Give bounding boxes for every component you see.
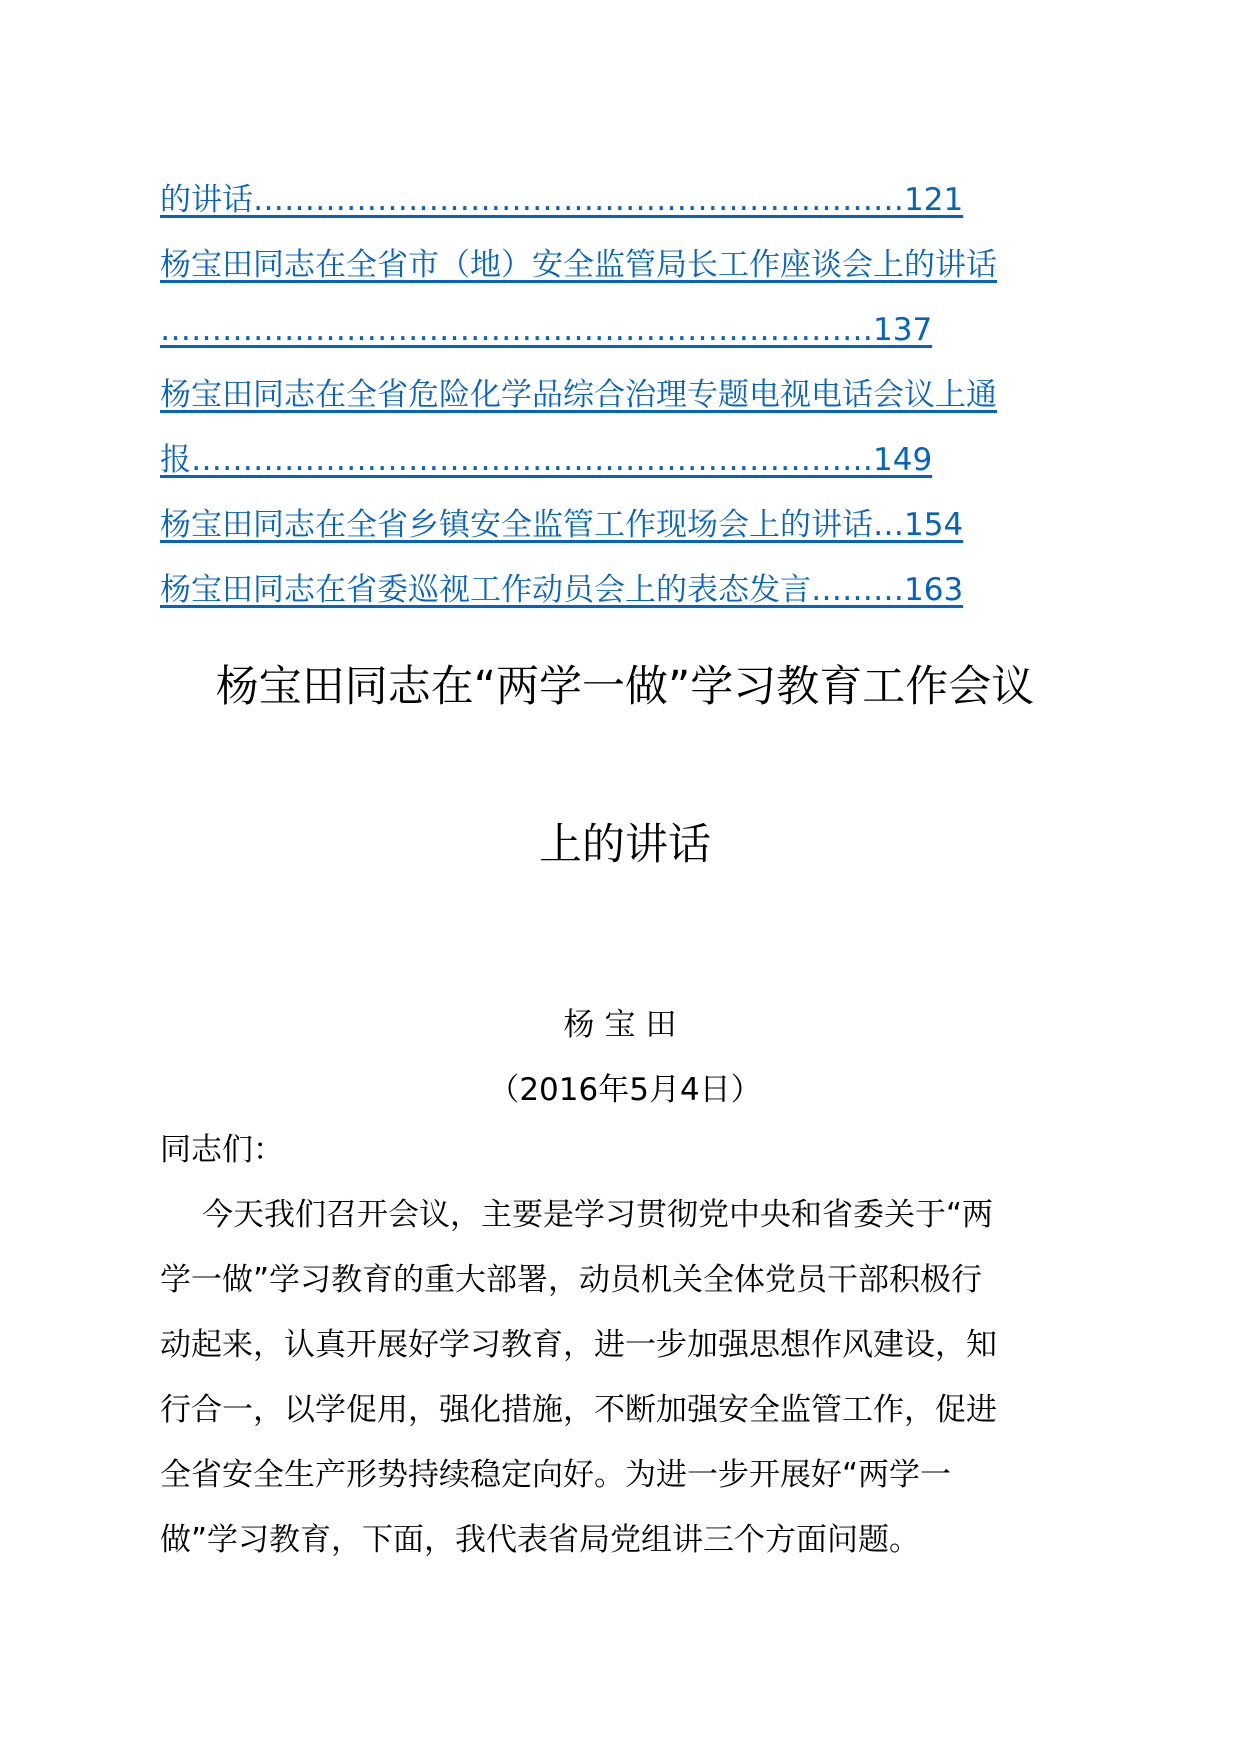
article-author: 杨宝田: [563, 1007, 687, 1043]
paragraph-line: 全省安全生产形势持续稳定向好。为进一步开展好“两学一: [160, 1457, 952, 1493]
article-date: （2016年5月4日）: [488, 1072, 762, 1108]
toc-link-line[interactable]: 杨宝田同志在省委巡视工作动员会上的表态发言………163: [160, 572, 964, 608]
paragraph-line: 动起来，认真开展好学习教育，进一步加强思想作风建设，知: [160, 1327, 997, 1363]
toc-link-line[interactable]: 杨宝田同志在全省乡镇安全监管工作现场会上的讲话…154: [160, 507, 964, 543]
body-paragraph: [160, 1183, 1090, 1573]
table-of-contents: [160, 168, 1090, 623]
toc-link-line[interactable]: 杨宝田同志在全省市（地）安全监管局长工作座谈会上的讲话: [160, 247, 997, 283]
paragraph-line: 行合一，以学促用，强化措施，不断加强安全监管工作，促进: [160, 1392, 997, 1428]
toc-link-line[interactable]: ……………………………………………………………137: [160, 312, 933, 348]
paragraph-line: 做”学习教育，下面，我代表省局党组讲三个方面问题。: [160, 1522, 921, 1558]
paragraph-line: 今天我们召开会议，主要是学习贯彻党中央和省委关于“两: [202, 1197, 994, 1233]
article-title-line-1: 杨宝田同志在“两学一做”学习教育工作会议: [215, 662, 1035, 712]
paragraph-line: 学一做”学习教育的重大部署，动员机关全体党员干部积极行: [160, 1262, 983, 1298]
article-title-line-2: 上的讲话: [539, 820, 711, 870]
toc-link-line[interactable]: 的讲话………………………………………………………121: [160, 182, 964, 218]
salutation: 同志们：: [160, 1132, 284, 1168]
toc-link-line[interactable]: 杨宝田同志在全省危险化学品综合治理专题电视电话会议上通: [160, 377, 997, 413]
toc-link-line[interactable]: 报…………………………………………………………149: [160, 442, 933, 478]
